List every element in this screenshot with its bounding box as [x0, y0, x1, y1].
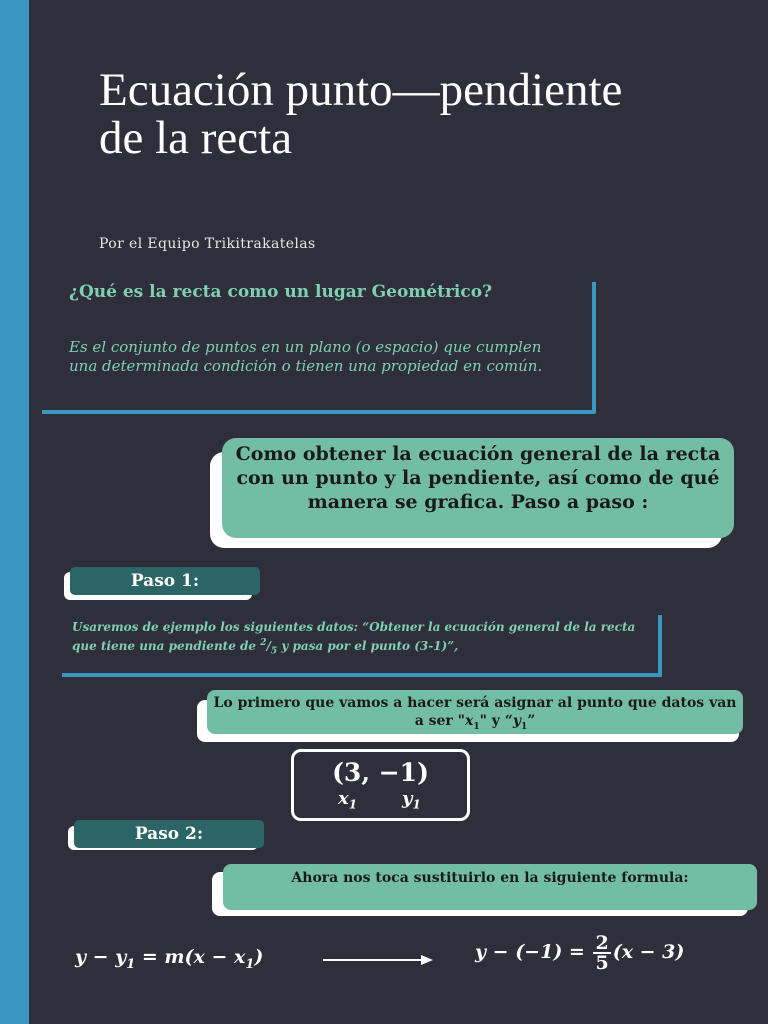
step2-label: Paso 2:	[74, 820, 264, 848]
fraction-two-fifths: $\frac{2}{5}$	[595, 932, 609, 974]
intro-card	[222, 438, 734, 538]
side-accent-bar	[0, 0, 29, 1024]
definition-box	[42, 282, 596, 414]
authors: Por el Equipo Trikitrakatelas	[99, 236, 316, 252]
point-box	[291, 749, 470, 821]
page-title: Ecuación punto—pendiente de la recta	[99, 64, 623, 164]
definition-answer: Es el conjunto de puntos en un plano (o espacio) que cumplen una determinada condición o tienen una propiedad en común.	[69, 338, 543, 375]
assign-card: Lo primero que vamos a hacer será asignar al punto que datos van a ser "$x_1$" y “$y_1$”	[207, 690, 743, 734]
point-slope-formula: $y - y_1 = m(x - x_1)$	[75, 946, 264, 972]
definition-question: ¿Qué es la recta como un lugar Geométrico?	[69, 282, 493, 302]
example-box	[62, 615, 662, 677]
y1-label: $y_1$	[402, 788, 421, 812]
point-coordinates: (3, −1)	[332, 758, 429, 787]
step1-label: Paso 1:	[70, 567, 260, 595]
arrow-icon	[323, 954, 433, 966]
example-text: Usaremos de ejemplo los siguientes datos: “Obtener la ecuación general de la recta que tiene una pendiente de $^2/_5$ y pasa por el punto (3-1)”,	[72, 620, 636, 657]
x1-label: $x_1$	[338, 788, 358, 812]
intro-card-text: Como obtener la ecuación general de la recta con un punto y la pendiente, así como de qué manera se grafica. Paso a paso :	[235, 443, 721, 513]
substituted-formula: y − (−1) = $\frac{2}{5}$ (x − 3)	[475, 932, 685, 974]
formula-intro-card: Ahora nos toca sustituirlo en la siguiente formula:	[223, 864, 757, 910]
